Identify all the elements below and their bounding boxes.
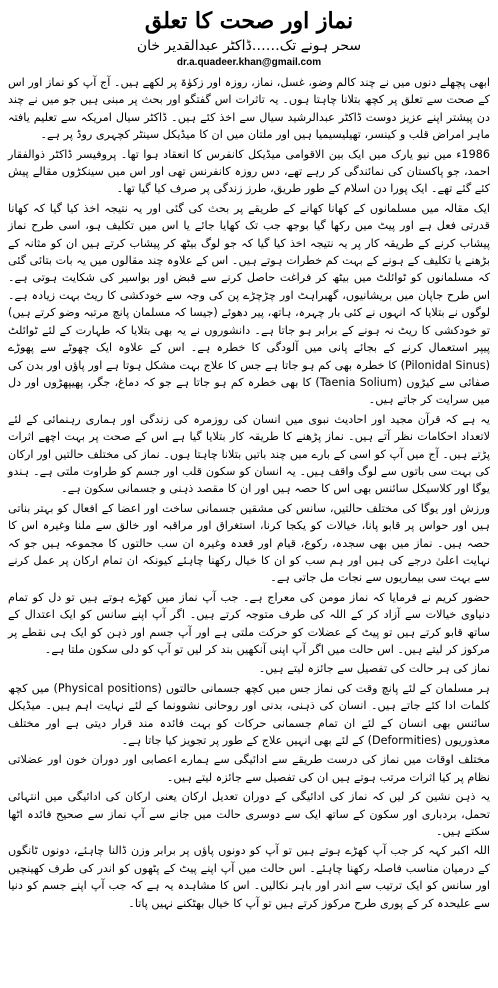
paragraph: 1986ء میں نیو یارک میں ایک بین الاقوامی میڈیکل کانفرس کا انعقاد ہوا تھا۔ پروفیسر ڈاکٹر ذوالفقار احمد، جو پاکستان کی نمائندگی کر رہے تھے، دس روزہ کانفرنس تھی اور اس میں سینکڑوں مقالے پیش کئے گئے تھے۔ ایک پورا دن اسلام کے طور طریق، طرز زندگی پر صرف کیا گیا تھا۔: [8, 147, 490, 196]
paragraph: ہر مسلمان کے لئے پانچ وقت کی نماز جس میں کچھ جسمانی حالتوں (Physical positions) میں کچھ کلمات ادا کئے جاتے ہیں۔ انسان کی ذہنی، بدنی اور روحانی نشوونما کے لئے نہایت اہم ہیں۔ میڈیکل سائنس بھی انسان کے لئے ان تمام جسمانی حرکات کو بہت فائدہ مند قرار دیتی ہے اور مختلف معذوریوں (Deformities) کے لئے بھی انہیں علاج کے طور پر تجویز کیا جاتا ہے۔: [8, 681, 490, 748]
paragraph: نماز کی ہر حالت کی تفصیل سے جائزہ لیتے ہیں۔: [258, 662, 490, 676]
paragraph: ایک مقالہ میں مسلمانوں کے کھانا کھانے کے طریقے پر بحث کی گئی اور یہ نتیجہ اخذ کیا گیا کہ کھانا قدرتی فعل ہے اور پیٹ میں رکھا گیا بوجھ جب تک کھایا جائے یا اس میں تکلیف ہو، اسی طرح نماز پیشاب کرنے کے طریقہ کار پر یہ نتیجہ اخذ کیا گیا کہ جو لوگ بیٹھ کر پیشاب کرتے ہیں ان کو مثانہ کے بڑھنے یا تکلیف کے ہونے کے بہت کم خطرات ہوتے ہیں۔ اس کے علاوہ چند مقالوں میں یہ بات بتائی گئی کہ مسلمانوں کو ٹوائلٹ میں بیٹھ کر فراغت حاصل کرنے سے قبض اور بواسیر کی شکایت ہوتی ہے۔ اس طرح جاپان میں بریشانیوں، گھبراہٹ اور چڑچڑے پن کی وجہ سے خودکشی کا ریٹ بہت زیادہ ہے۔ لوگوں نے بتلایا کہ انہوں نے کئی بار چہرہ، ہاتھ، پیر دھوئے (جیسا کہ مسلمان پانچ مرتبہ وضو کرتے ہیں) تو خودکشی کا ریٹ نہ ہونے کے برابر ہو جاتا ہے۔ دانشوروں نے یہ بھی بتلایا کہ طہارت کے لئے ٹوائلٹ پیپر استعمال کرنے کے بجائے پانی میں آلودگی کا خطرہ ہے۔ اس کے علاوہ ایک چھوٹے سے پھوڑے (Pilonidal Sinus) کا خطرہ بھی کم ہو جاتا ہے جس کا علاج بہت مشکل ہوتا ہے اور پاؤں اور بدن کی صفائی سے کیڑوں (Taenia Solium) کا بھی خطرہ کم ہو جاتا ہے جو کہ دماغ، جگر، پھیپھڑوں اور دل میں سرایت کر جاتے ہیں۔: [8, 201, 491, 407]
paragraph: اللہ اکبر کہہ کر جب آپ کھڑے ہوتے ہیں تو آپ کو دونوں پاؤں پر برابر وزن ڈالنا چاہئے، دونوں ٹانگوں کے درمیان مناسب فاصلہ رکھنا چاہئے۔ اس حالت میں آپ اپنے پیٹ کے پٹھوں کو اندر کی طرف کھینچیں اور سانس کو ایک ترتیب سے اندر اور باہر نکالیں۔ اس کا مشاہدہ یہ ہے کہ جب آپ اپنے جسم کو دنیا سے علیحدہ کر کے پوری طرح مرکوز کرتے ہیں تو آپ کا خیال بھٹکنے نہیں پاتا۔: [8, 844, 490, 910]
paragraph: یہ ذہن نشین کر لیں کہ نماز کی ادائیگی کے دوران تعدیل ارکان یعنی ارکان کی ادائیگی میں انتہائی تحمل، بردباری اور سکون کے ساتھ ایک سے دوسری حالت میں جانے سے آپ نماز سے صحیح فائدہ اٹھا سکتے ہیں۔: [8, 790, 490, 839]
paragraph: ورزش اور یوگا کی مختلف حالتیں، سانس کی مشقیں جسمانی ساخت اور اعضا کے افعال کو بہتر بناتی ہیں اور حواس پر قابو پانا، خیالات کو یکجا کرنا، استغراق اور مراقبہ اور خالق سے ملنا وغیرہ اس کا حصہ ہیں۔ نماز میں بھی سجدہ، رکوع، قیام اور قعدہ وغیرہ ان سب حالتوں کا مجموعہ ہیں جو کہ نہایت اعلیٰ درجے کی ہیں اور ہم سب کو ان کا خیال رکھنا چاہئے کیونکہ ان تمام ارکان پر عمل کرنے سے بہت سی بیماریوں سے نجات مل جاتی ہے۔: [8, 501, 490, 585]
article-header: [8, 6, 490, 70]
author-email: dr.a.quadeer.khan@gmail.com: [176, 57, 322, 68]
article-title: نماز اور صحت کا تعلق: [144, 8, 354, 34]
paragraph: حضور کریم نے فرمایا کہ نماز مومن کی معراج ہے۔ جب آپ نماز میں کھڑے ہوتے ہیں تو دل کو تمام دنیاوی خیالات سے آزاد کر کے اللہ کی طرف متوجہ کرتے ہیں۔ اگر آپ اپنے سانس کو ایک اعتدال کے ساتھ قابو کرتے ہیں تو پیٹ کے عضلات کو حرکت ملتی ہے اور آپ جسم اور ذہن کو ایک ہی نقطے پر مرکوز کر لیتے ہیں۔ اس حالت میں اگر آپ اپنی آنکھیں بند کر لیں تو آپ کو دلی سکون ملتا ہے۔: [8, 590, 490, 656]
paragraph: مختلف اوقات میں نماز کی درست طریقے سے ادائیگی سے ہمارے اعصابی اور دوران خون اور عضلاتی نظام پر کیا اثرات مرتب ہوتے ہیں ان کی تفصیل سے جائزہ لیتے ہیں۔: [8, 753, 490, 784]
paragraph: ابھی پچھلے دنوں میں نے چند کالم وضو، غسل، نماز، روزہ اور زکوٰۃ پر لکھے ہیں۔ آج آپ کو نماز اور اس کے صحت سے تعلق پر کچھ بتلانا چاہتا ہوں۔ یہ تاثرات اس گفتگو اور بحث پر مبنی ہیں جو میں نے چند دن پیشتر اپنے عزیز دوست ڈاکٹر عبدالرشید سیال سے اخذ کئے ہیں۔ ڈاکٹر سیال امریکہ سے تعلیم یافتہ ماہر امراض قلب و کینسر، تھیلیسیمیا ہیں اور ملتان میں ان کا میڈیکل سینٹر کچہری روڈ پر ہے۔: [8, 76, 490, 142]
article-byline: سحر ہونے تک……ڈاکٹر عبدالقدیر خان: [136, 38, 362, 54]
article-body: [8, 74, 490, 912]
paragraph: یہ ہے کہ قرآن مجید اور احادیث نبوی میں انسان کی روزمرہ کی زندگی اور ہماری رہنمائی کے لئے لاتعداد احکامات نظر آتے ہیں۔ نماز پڑھنے کا طریقہ کار بتلایا گیا ہے اس کے صحت پر بہت اچھے اثرات پڑتے ہیں۔ آج میں آپ کو اسی کے بارے میں چند باتیں بتلانا چاہتا ہوں۔ نماز کی مختلف حالتیں اور ارکان کی بہت سی باتوں سے لوگ واقف ہیں۔ یہ انسان کو سکون قلب اور جسم کو طراوت ملتی ہے۔ ہندو یوگا اور کلاسیکل سائنس بھی اس کا حصہ ہیں اور ان کا مقصد ذہنی و جسمانی سکون ہے۔: [8, 412, 490, 496]
